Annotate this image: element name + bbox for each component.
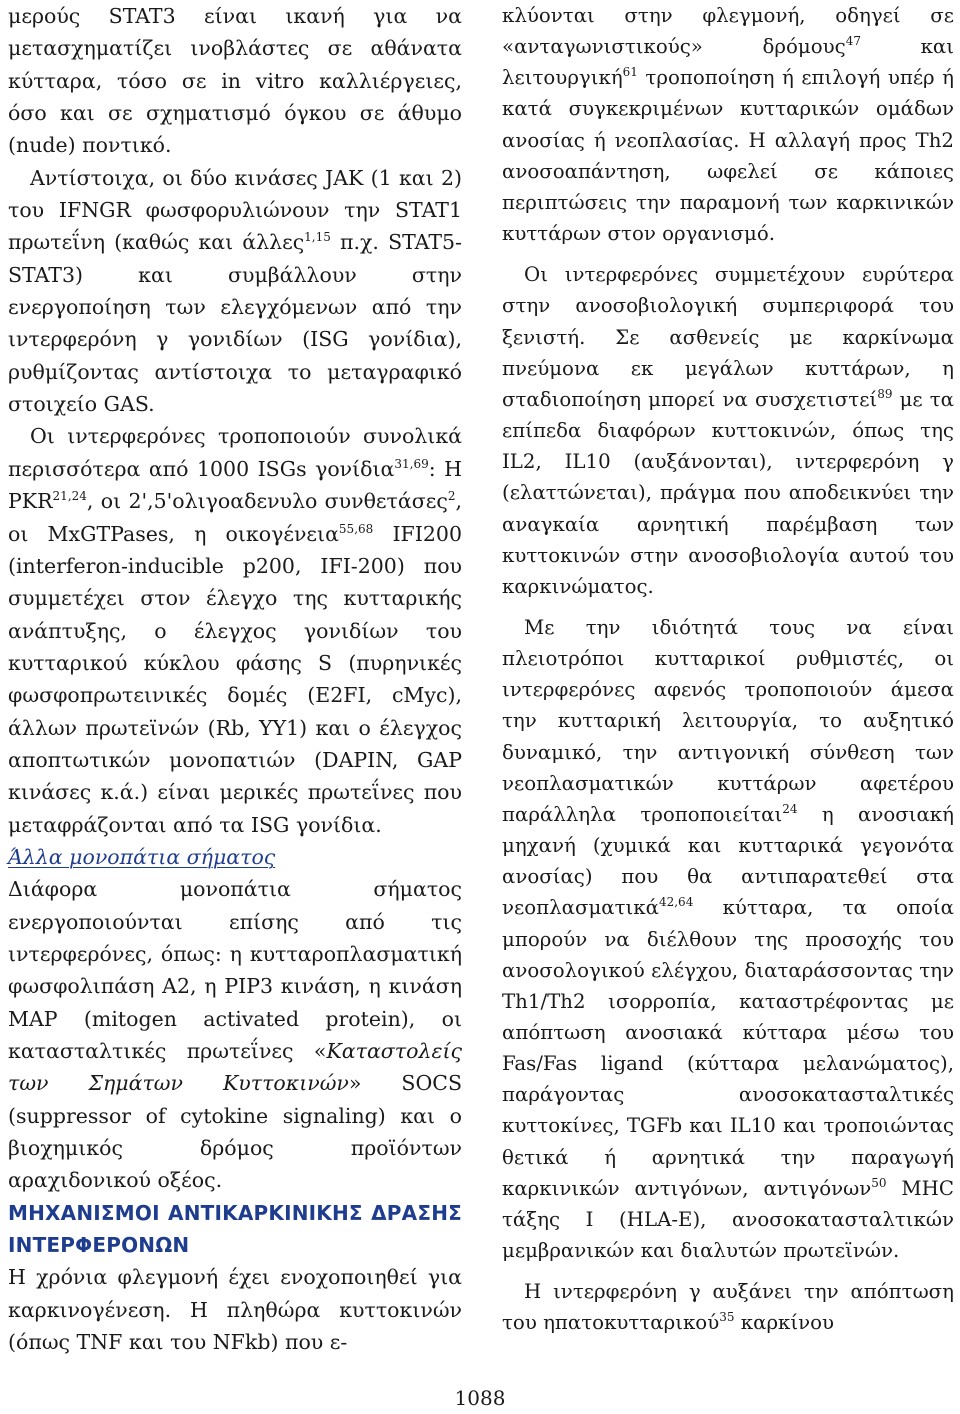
- right-column: [502, 0, 954, 1339]
- paragraph: Διάφορα μονοπάτια σήματος ενεργοποιούνται επίσης από τις ιντερφερόνες, όπως: η κυτταροπλασματική φωσφολιπάση A2, η PIP3 κινάση, η κινάση MAP (mitogen activated protein), οι κατασταλτικές πρωτεΐνες «Καταστολείς των Σημάτων Κυττοκινών» SOCS (suppressor of cytokine signaling) και ο βιοχημικός δρόμος προϊόντων αραχιδονικού οξέος.: [8, 877, 463, 1193]
- subheading: Άλλα μονοπάτια σήματος: [8, 844, 276, 869]
- citation: 21,24: [52, 489, 87, 504]
- citation: 47: [845, 34, 861, 49]
- section-heading: ΜΗΧΑΝΙΣΜΟΙ ΑΝΤΙΚΑΡΚΙΝΙΚΗΣ ΔΡΑΣΗΣ ΙΝΤΕΡΦΕΡΟΝΩΝ: [8, 1200, 462, 1258]
- citation: 50: [871, 1175, 887, 1190]
- citation: 35: [719, 1310, 735, 1325]
- citation: 61: [622, 65, 638, 80]
- paragraph: Οι ιντερφερόνες συμμετέχουν ευρύτερα στην ανοσοβιολογική συμπεριφορά του ξενιστή. Σε ασθενείς με καρκίνωμα πνεύμονα εκ μεγάλων κυττάρων, η σταδιοποίηση μπορεί να συσχετιστεί$^{89}$ με τα επίπεδα διαφόρων κυττοκινών, όπως της IL2, IL10 (αυξάνονται), ιντερφερόνη γ (ελαττώνεται), πράγμα που αποδεικνύει την αναγκαία αρνητική παρέμβαση των κυττοκινών στην ανοσοβιολογία αυτού του καρκινώματος.: [502, 263, 954, 598]
- paragraph: Αντίστοιχα, οι δύο κινάσες JAK (1 και 2) του IFNGR φωσφορυλιώνουν την STAT1 πρωτεΐνη (καθώς και άλλες$^{1,15}$ π.χ. STAT5-STAT3) και συμβάλλουν στην ενεργοποίηση των ελεγχόμενων από την ιντερφερόνη γ γονιδίων (ISG γονίδια), ρυθμίζοντας αντίστοιχα το μεταγραφικό στοιχείο GAS.: [8, 165, 462, 417]
- citation: 24: [782, 801, 798, 816]
- paragraph: Οι ιντερφερόνες τροποποιούν συνολικά περισσότερα από 1000 ISGs γονίδια$^{31,69}$: Η PKR$^{21,24}$, οι 2',5'ολιγοαδενυλο συνθετάσες$^2$, οι MxGTPases, η οικογένεια$^{55,68}$ IFI200 (interferon-inducible p200, IFI-200) που συμμετέχει στον έλεγχο της κυτταρικής ανάπτυξης, ο έλεγχος γονιδίων του κυτταρικού κύκλου φάσης S (πυρηνικές φωσφοπρωτεινικές δομές (E2FI, cMyc), άλλων πρωτεϊνών (Rb, YY1) και ο έλεγχος αποπτωτικών μονοπατιών (DAPIN, GAP κινάσες κ.ά.) είναι μερικές πρωτεΐνες που μεταφράζονται από τα ISG γονίδια.: [8, 424, 462, 837]
- paragraph: κλύονται στην φλεγμονή, οδηγεί σε «ανταγωνιστικούς» δρόμους$^{47}$ και λειτουργική$^{61}$ τροποποίηση ή επιλογή υπέρ ή κατά συγκεκριμένων κυτταρικών ομάδων ανοσίας ή νεοπλασίας. Η αλλαγή προς Th2 ανοσοαπάντηση, ωφελεί σε κάποιες περιπτώσεις την παραμονή των καρκινικών κυττάρων στον οργανισμό.: [502, 4, 954, 246]
- citation: 2: [447, 489, 456, 504]
- citation: 55,68: [338, 521, 374, 536]
- citation: 31,69: [394, 456, 429, 471]
- citation: 42,64: [658, 895, 694, 910]
- paragraph: μερούς STAT3 είναι ικανή για να μετασχηματίζει ινοβλάστες σε αθάνατα κύτταρα, τόσο σε in vitro καλλιέργειες, όσο και σε σχηματισμό όγκου σε άθυμο (nude) ποντικό.: [8, 4, 462, 158]
- left-column: [8, 0, 462, 1358]
- paragraph: Με την ιδιότητά τους να είναι πλειοτρόποι κυτταρικοί ρυθμιστές, οι ιντερφερόνες αφενός τροποποιούν άμεσα την κυτταρική λειτουργία, το αυξητικό δυναμικό, την αντιγονική σύνθεση των νεοπλασματικών κυττάρων αφετέρου παράλληλα τροποποιείται$^{24}$ η ανοσιακή μηχανή (χυμικά και κυτταρικά γεγονότα ανοσίας) που θα αντιπαρατεθεί στα νεοπλασματικά$^{42,64}$ κύτταρα, τα οποία μπορούν να διέλθουν της προσοχής του ανοσολογικού ελέγχου, διαταράσσοντας την Th1/Th2 ισορροπία, καταστρέφοντας με απόπτωση ανοσιακά κύτταρα μέσω του Fas/Fas ligand (κύτταρα μελανώματος), παράγοντας ανοσοκατασταλτικές κυττοκίνες, TGFb και IL10 και τροποιώντας θετικά ή αρνητικά την παραγωγή καρκινικών αντιγόνων, αντιγόνων$^{50}$ MHC τάξης I (HLA-E), ανοσοκατασταλτικών μεμβρανικών και διαλυτών πρωτεϊνών.: [502, 615, 954, 1263]
- page-number: 1088: [454, 1386, 506, 1410]
- citation: 1,15: [304, 230, 331, 245]
- paragraph: Η ιντερφερόνη γ αυξάνει την απόπτωση του ηπατοκυτταρικού$^{35}$ καρκίνου: [502, 1280, 954, 1335]
- paragraph: Η χρόνια φλεγμονή έχει ενοχοποιηθεί για καρκινογένεση. Η πληθώρα κυττοκινών (όπως TNF και του NFkb) που ε-: [8, 1265, 462, 1355]
- citation: 89: [877, 386, 893, 401]
